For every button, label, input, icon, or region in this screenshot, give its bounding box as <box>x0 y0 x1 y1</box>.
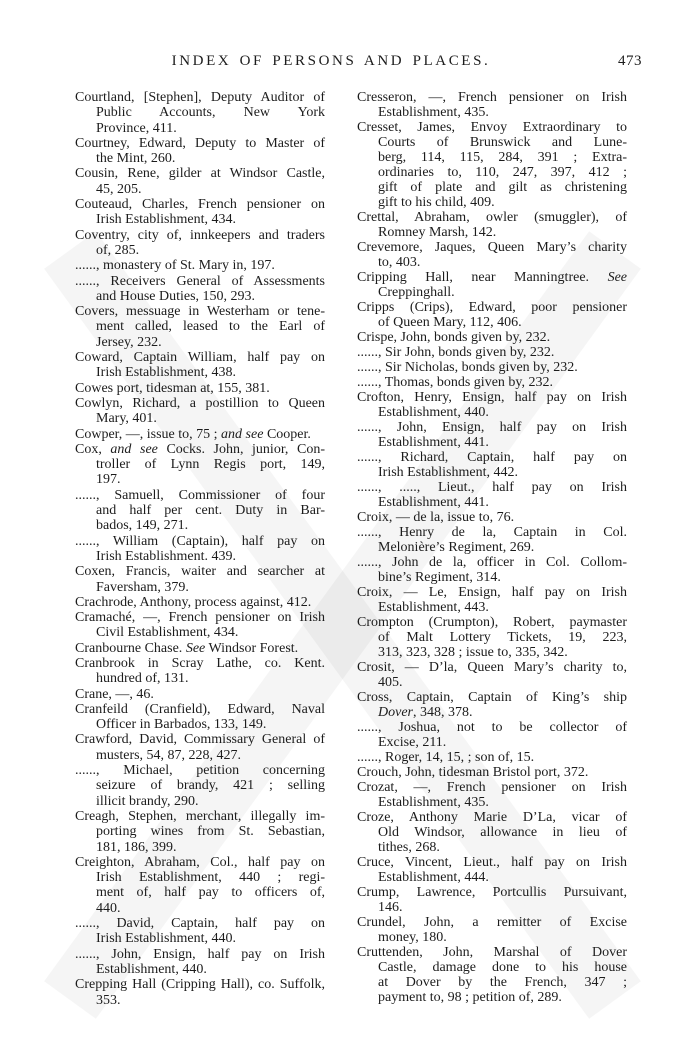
entry-line: bine’s Regiment, 314. <box>378 570 501 585</box>
entry-line: Cripps (Crips), Edward, poor pensioner <box>357 300 627 315</box>
index-entry <box>75 916 325 947</box>
index-entry <box>357 510 627 525</box>
index-entry <box>75 534 325 565</box>
index-entry <box>75 274 325 305</box>
entry-line: tithes, 268. <box>378 840 440 855</box>
index-entry <box>357 855 627 885</box>
index-entry <box>357 885 627 915</box>
entry-line: Creppinghall. <box>378 285 455 300</box>
entry-line: Province, 411. <box>96 120 177 136</box>
index-entry <box>75 381 325 396</box>
text-run: , 348, 378. <box>413 705 473 720</box>
index-entry <box>75 977 325 1008</box>
entry-line: Crane, —, 46. <box>75 686 154 702</box>
entry-line: Courtland, [Stephen], Deputy Auditor of <box>75 90 325 105</box>
entry-line: Old Windsor, allowance in lieu of <box>378 825 627 840</box>
entry-line: musters, 54, 87, 228, 427. <box>96 747 242 763</box>
entry-line: Crundel, John, a remitter of Excise <box>357 915 627 930</box>
index-entry <box>75 610 325 641</box>
index-entry <box>75 702 325 733</box>
entry-line: Croix, — Le, Ensign, half pay on Irish <box>357 585 627 600</box>
index-entry <box>75 427 325 442</box>
entry-line: Excise, 211. <box>378 735 447 750</box>
entry-line: gift to his child, 409. <box>378 195 495 210</box>
entry-line: ......, Sir John, bonds given by, 232. <box>357 345 555 360</box>
index-entry <box>75 947 325 978</box>
index-entry <box>357 390 627 420</box>
entry-line: Romney Marsh, 142. <box>378 225 497 240</box>
index-entry <box>357 555 627 585</box>
entry-line: berg, 114, 115, 284, 391 ; Extra- <box>378 150 627 165</box>
entry-line: Crompton (Crumpton), Robert, paymaster <box>357 615 627 630</box>
entry-line: ......, Thomas, bonds given by, 232. <box>357 375 553 390</box>
entry-line: ......, Henry de la, Captain in Col. <box>357 525 627 540</box>
index-entry <box>357 525 627 555</box>
entry-line: and half per cent. Duty in Bar- <box>96 503 325 519</box>
index-entry <box>357 210 627 240</box>
entry-line: money, 180. <box>378 930 447 945</box>
entry-line: Coward, Captain William, half pay on <box>75 350 325 366</box>
entry-line: Establishment, 441. <box>378 435 489 450</box>
entry-line: illicit brandy, 290. <box>96 793 199 809</box>
entry-line: Crosit, — D’la, Queen Mary’s charity to, <box>357 660 627 675</box>
entry-line: at Dover by the French, 347 ; <box>378 975 627 990</box>
index-entry <box>75 396 325 427</box>
left-index-column <box>75 90 325 1008</box>
entry-line: ......, John de la, officer in Col. Collom- <box>357 555 627 570</box>
entry-line: Melonière’s Regiment, 269. <box>378 540 535 555</box>
entry-line: Crouch, John, tidesman Bristol port, 372. <box>357 765 589 780</box>
text-run: Cowper, —, issue to, 75 ; <box>75 426 222 442</box>
italic-run: Dover <box>378 705 413 720</box>
entry-line: 440. <box>96 900 121 916</box>
entry-line: Coventry, city of, innkeepers and traders <box>75 227 325 243</box>
text-run: Windsor Forest. <box>205 640 299 656</box>
entry-line: 313, 323, 328 ; issue to, 335, 342. <box>378 645 568 660</box>
index-entry <box>357 330 627 345</box>
index-entry <box>75 166 325 197</box>
entry-line: Couteaud, Charles, French pensioner on <box>75 197 325 213</box>
running-header-title: INDEX OF PERSONS AND PLACES. <box>171 53 491 69</box>
entry-line: Crevemore, Jaques, Queen Mary’s charity <box>357 240 627 255</box>
index-entry <box>357 240 627 270</box>
index-entry <box>357 810 627 855</box>
entry-line <box>75 427 325 442</box>
entry-line: Irish Establishment, 440. <box>96 931 236 947</box>
entry-line: bados, 149, 271. <box>96 518 189 534</box>
entry-line: Crachrode, Anthony, process against, 412. <box>75 594 312 610</box>
entry-line: 45, 205. <box>96 181 142 197</box>
text-run: Cooper. <box>263 426 311 442</box>
entry-line: Cranfeild (Cranfield), Edward, Naval <box>75 701 325 717</box>
entry-line: Establishment, 435. <box>378 105 489 120</box>
entry-line: ordinaries to, 110, 247, 397, 412 ; <box>378 165 627 180</box>
entry-line: Crispe, John, bonds given by, 232. <box>357 330 551 345</box>
entry-line: ......, Roger, 14, 15, ; son of, 15. <box>357 750 535 765</box>
entry-line <box>75 641 325 656</box>
entry-line: Courtney, Edward, Deputy to Master of <box>75 135 325 151</box>
index-entry <box>357 690 627 720</box>
entry-line: Croix, — de la, issue to, 76. <box>357 510 515 525</box>
entry-line: 181, 186, 399. <box>96 839 177 855</box>
entry-line: Establishment, 435. <box>378 795 489 810</box>
entry-line: porting wines from St. Sebastian, <box>96 824 325 840</box>
index-entry <box>357 750 627 765</box>
entry-line <box>357 705 627 720</box>
entry-line: Croze, Anthony Marie D’La, vicar of <box>357 810 627 825</box>
entry-line: Cousin, Rene, gilder at Windsor Castle, <box>75 166 325 182</box>
index-entry <box>357 375 627 390</box>
index-entry <box>75 136 325 167</box>
entry-line: Cruce, Vincent, Lieut., half pay on Irish <box>357 855 627 870</box>
entry-line: 146. <box>378 900 403 915</box>
index-entry <box>357 120 627 210</box>
entry-line: Establishment, 440. <box>96 961 207 977</box>
entry-line: Coxen, Francis, waiter and searcher at <box>75 564 325 580</box>
index-entry <box>75 258 325 273</box>
entry-line: of Queen Mary, 112, 406. <box>378 315 522 330</box>
index-entry <box>357 765 627 780</box>
entry-line: Establishment, 440. <box>378 405 489 420</box>
entry-line: Jersey, 232. <box>96 334 162 350</box>
entry-line: gift of plate and gilt as christening <box>378 180 627 195</box>
entry-line: Courts of Brunswick and Lune- <box>378 135 627 150</box>
text-run: Cocks. John, junior, Con- <box>157 441 325 457</box>
index-entry <box>75 90 325 136</box>
entry-line: 353. <box>96 992 121 1008</box>
index-entry <box>357 780 627 810</box>
entry-line: Covers, messuage in Westerham or tene- <box>75 304 325 320</box>
entry-line <box>357 270 627 285</box>
index-entry <box>75 228 325 259</box>
entry-line: Civil Establishment, 434. <box>96 625 239 641</box>
entry-line: ......, monastery of St. Mary in, 197. <box>75 258 275 274</box>
entry-line: Establishment, 443. <box>378 600 489 615</box>
index-entry <box>75 732 325 763</box>
italic-run: See <box>185 640 206 656</box>
entry-line: and House Duties, 150, 293. <box>96 288 256 304</box>
entry-line: Irish Establishment, 440 ; regi- <box>96 870 325 886</box>
entry-line: 405. <box>378 675 403 690</box>
entry-line: ......, Receivers General of Assessments <box>75 273 325 289</box>
entry-line: Creighton, Abraham, Col., half pay on <box>75 854 325 870</box>
entry-line: Crepping Hall (Cripping Hall), co. Suffolk, <box>75 977 325 993</box>
entry-line: ......, Richard, Captain, half pay on <box>357 450 627 465</box>
entry-line: Irish Establishment. 439. <box>96 548 236 564</box>
entry-line: Irish Establishment, 442. <box>378 465 518 480</box>
entry-line: Cross, Captain, Captain of King’s ship <box>357 690 627 705</box>
italic-run: and see <box>221 426 264 442</box>
entry-line: ......, David, Captain, half pay on <box>75 916 325 932</box>
index-entry <box>75 656 325 687</box>
text-run: Cripping Hall, near Manningtree. <box>357 270 608 285</box>
entry-line: Cramaché, —, French pensioner on Irish <box>75 610 325 626</box>
index-entry <box>75 488 325 534</box>
entry-line: seizure of brandy, 421 ; selling <box>96 778 325 794</box>
index-entry <box>357 90 627 120</box>
entry-line: ment called, leased to the Earl of <box>96 319 325 335</box>
index-entry <box>357 480 627 510</box>
entry-line: Cresset, James, Envoy Extraordinary to <box>357 120 627 135</box>
entry-line: of, 285. <box>96 242 140 258</box>
entry-line: Crawford, David, Commissary General of <box>75 732 325 748</box>
index-entry <box>75 855 325 916</box>
entry-line: Public Accounts, New York <box>96 105 325 121</box>
entry-line: Crofton, Henry, Ensign, half pay on Irish <box>357 390 627 405</box>
entry-line: Cowlyn, Richard, a postillion to Queen <box>75 395 325 411</box>
entry-line: the Mint, 260. <box>96 151 176 167</box>
text-run: Cranbourne Chase. <box>75 640 186 656</box>
index-entry <box>357 915 627 945</box>
index-entry <box>357 270 627 300</box>
index-entry <box>75 809 325 855</box>
entry-line: Cranbrook in Scray Lathe, co. Kent. <box>75 655 325 671</box>
entry-line: Establishment, 441. <box>378 495 489 510</box>
entry-line: ......, Sir Nicholas, bonds given by, 232. <box>357 360 578 375</box>
index-entry <box>357 585 627 615</box>
entry-line: Cresseron, —, French pensioner on Irish <box>357 90 627 105</box>
entry-line: Cowes port, tidesman at, 155, 381. <box>75 380 270 396</box>
entry-line: Officer in Barbados, 133, 149. <box>96 717 267 733</box>
entry-line: hundred of, 131. <box>96 671 189 687</box>
entry-line: Irish Establishment, 434. <box>96 212 236 228</box>
entry-line: troller of Lynn Regis port, 149, <box>96 457 325 473</box>
entry-line: Faversham, 379. <box>96 579 189 595</box>
index-entry <box>357 945 627 1005</box>
text-run: Cox, <box>75 441 111 457</box>
entry-line: Irish Establishment, 438. <box>96 365 236 381</box>
index-entry <box>75 595 325 610</box>
entry-line: ......, Michael, petition concerning <box>75 763 325 779</box>
page-number: 473 <box>618 53 642 69</box>
entry-line: Mary, 401. <box>96 411 157 427</box>
index-entry <box>75 350 325 381</box>
italic-run: See <box>607 270 627 285</box>
entry-line: ......, Samuell, Commissioner of four <box>75 487 325 503</box>
entry-line <box>75 442 325 457</box>
italic-run: and see <box>110 441 158 457</box>
index-entry <box>75 763 325 809</box>
entry-line: Establishment, 444. <box>378 870 489 885</box>
index-entry <box>357 360 627 375</box>
index-entry <box>357 345 627 360</box>
entry-line: of Malt Lottery Tickets, 19, 223, <box>378 630 627 645</box>
index-entry <box>75 304 325 350</box>
index-entry <box>75 564 325 595</box>
index-entry <box>75 197 325 228</box>
index-entry <box>357 420 627 450</box>
index-entry <box>75 442 325 488</box>
right-index-column <box>357 90 627 1005</box>
entry-line: Creagh, Stephen, merchant, illegally im- <box>75 808 325 824</box>
index-entry <box>357 720 627 750</box>
entry-line: Cruttenden, John, Marshal of Dover <box>357 945 627 960</box>
entry-line: ment of, half pay to officers of, <box>96 885 325 901</box>
index-entry <box>75 641 325 656</box>
index-entry <box>357 300 627 330</box>
entry-line: ......, William (Captain), half pay on <box>75 533 325 549</box>
index-entry <box>357 615 627 660</box>
entry-line: Crettal, Abraham, owler (smuggler), of <box>357 210 627 225</box>
entry-line: ......, John, Ensign, half pay on Irish <box>75 946 325 962</box>
entry-line: Crozat, —, French pensioner on Irish <box>357 780 627 795</box>
entry-line: ......, Joshua, not to be collector of <box>357 720 627 735</box>
index-entry <box>357 660 627 690</box>
entry-line: Crump, Lawrence, Portcullis Pursuivant, <box>357 885 627 900</box>
entry-line: to, 403. <box>378 255 421 270</box>
entry-line: 197. <box>96 472 121 488</box>
index-entry <box>357 450 627 480</box>
entry-line: ......, John, Ensign, half pay on Irish <box>357 420 627 435</box>
entry-line: payment to, 98 ; petition of, 289. <box>378 990 562 1005</box>
index-entry <box>75 687 325 702</box>
entry-line: Castle, damage done to his house <box>378 960 627 975</box>
entry-line: ......, ....., Lieut., half pay on Irish <box>357 480 627 495</box>
